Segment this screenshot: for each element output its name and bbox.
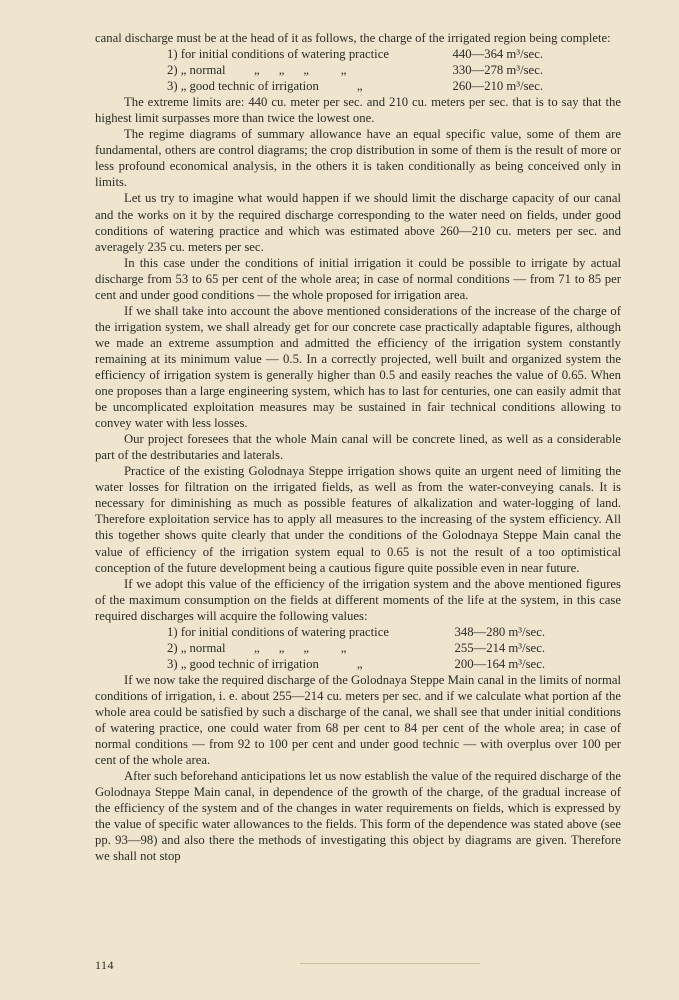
list-item-label: 3) „ good technic of irrigation „: [167, 656, 363, 671]
discharge-list-2: [95, 624, 621, 672]
list-item: [95, 62, 543, 78]
paragraph: If we shall take into account the above mentioned considerations of the increase of the charge of the irrigation system, we shall already get for our concrete case practically adaptable figures, although we made an extreme assumption and admitted the efficiency of the irrigation system constantly remaining at its minimum value — 0.5. In a correctly projected, well built and organized system the efficiency of irrigation system is generally higher than 0.5 and easily reaches the value of 0.65. When one proposes than a large engineering system, which has to last for centuries, one can easily admit that be uncomplicated exploitation measures may be sustained in fair technical conditions allowing to convey water with less losses.: [95, 303, 621, 431]
page-number: 114: [95, 958, 115, 972]
paragraph: The regime diagrams of summary allowance have an equal specific value, some of them are fundamental, others are control diagrams; the crop distribution in some of them is the result of more or less profound economical analysis, in the others it is taken conditionally as being conceived only in limits.: [95, 127, 621, 190]
divider: [300, 963, 480, 964]
list-item: [95, 624, 545, 640]
list-item-label: 2) „ normal „ „ „ „: [167, 63, 347, 78]
paragraph: In this case under the conditions of initial irrigation it could be possible to irrigate by actual discharge from 53 to 65 per cent of the whole area; in case of normal conditions — from 71 to 85 per cent and under good conditions — the whole proposed for irrigation area.: [95, 255, 621, 302]
list-item: [95, 46, 543, 62]
body-text: [95, 30, 621, 864]
list-item-value: 200—164 m³/sec.: [454, 656, 545, 671]
paragraph: Let us try to imagine what would happen if we should limit the discharge capacity of our canal and the works on it by the required discharge corresponding to the water need on fields, under good conditions of watering practice and which was estimated above 260—210 cu. meters per sec. and averagely 235 cu. meters per sec.: [95, 191, 621, 254]
paragraph: Our project foresees that the whole Main canal will be concrete lined, as well as a considerable part of the destributaries and laterals.: [95, 432, 621, 463]
list-item-value: 330—278 m³/sec.: [452, 63, 543, 78]
list-item: [95, 78, 543, 94]
list-item: [95, 656, 545, 672]
list-item-value: 255—214 m³/sec.: [454, 640, 545, 655]
list-item: [95, 640, 545, 656]
list-item-label: 1) for initial conditions of watering practice: [167, 624, 389, 639]
paragraph: If we now take the required discharge of the Golodnaya Steppe Main canal in the limits of normal conditions of irrigation, i. e. about 255—214 cu. meters per sec. and if we calculate what portion af the whole area could be satisfied by such a discharge of the canal, we shall see that under initial conditions of watering practice, one could water from 68 per cent to 84 per cent of the whole area; in case of normal conditions — from 92 to 100 per cent and under good technic — with overplus over 100 per cent of the whole area.: [95, 672, 621, 768]
paragraph: Practice of the existing Golodnaya Steppe irrigation shows quite an urgent need of limiting the water losses for filtration on the irrigated fields, as well as from the water-conveying canals. It is necessary for diminishing as much as possible features of alkalization and water-logging of land. Therefore exploitation service has to apply all measures to the increasing of the system efficiency. All this together shows quite clearly that under the conditions of the Golodnaya Steppe Main canal the value of efficiency of the irrigation system equal to 0.65 is not the result of a too optimistical conception of the future development being a cautious figure quite possible even in near future.: [95, 464, 621, 575]
list-item-label: 3) „ good technic of irrigation „: [167, 79, 363, 94]
discharge-list-1: [95, 46, 621, 94]
paragraph: If we adopt this value of the efficiency of the irrigation system and the above mentioned figures of the maximum consumption on the fields at different moments of the life at the system, in this case required discharges will acquire the following values:: [95, 576, 621, 623]
paragraph: The extreme limits are: 440 cu. meter per sec. and 210 cu. meters per sec. that is to say that the highest limit surpasses more than twice the lowest one.: [95, 95, 621, 126]
list-item-value: 440—364 m³/sec.: [452, 47, 543, 62]
list-item-label: 1) for initial conditions of watering practice: [167, 47, 389, 62]
list-item-value: 348—280 m³/sec.: [454, 624, 545, 639]
list-item-label: 2) „ normal „ „ „ „: [167, 640, 347, 655]
list-item-value: 260—210 m³/sec.: [452, 79, 543, 94]
paragraph: canal discharge must be at the head of it as follows, the charge of the irrigated region being complete:: [95, 31, 611, 45]
paragraph: After such beforehand anticipations let us now establish the value of the required discharge of the Golodnaya Steppe Main canal, in dependence of the growth of the charge, of the gradual increase of the efficiency of the system and of the changes in water requirements on fields, which is expressed by the value of specific water allowances to the fields. This form of the dependence was stated above (see pp. 93—98) and also there the methods of investigating this object by diagrams are given. Therefore we shall not stop: [95, 769, 621, 864]
